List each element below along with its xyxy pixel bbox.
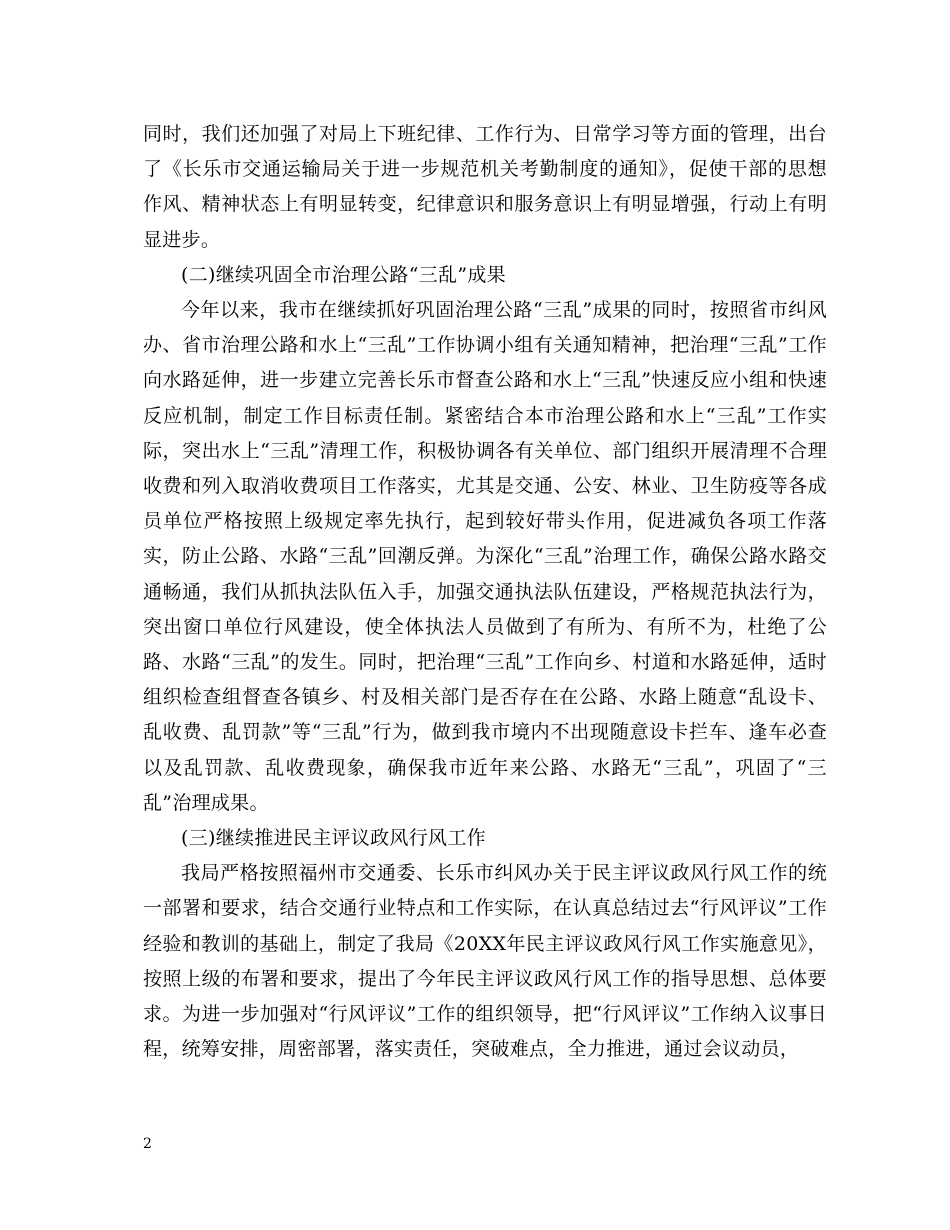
section-heading-2: (二)继续巩固全市治理公路“三乱”成果 (181, 263, 506, 286)
section-heading-3: (三)继续推进民主评议政风行风工作 (181, 827, 486, 850)
paragraph-road-three-chaos: 今年以来，我市在继续抓好巩固治理公路“三乱”成果的同时，按照省市纠风办、省市治理公路和水上“三乱”工作协调小组有关通知精神，把治理“三乱”工作向水路延伸，进一步建立完善长乐市督查公路和水上“三乱”快速反应小组和快速反应机制，制定工作目标责任制。紧密结合本市治理公路和水上“三乱”工作实际，突出水上“三乱”清理工作，积极协调各有关单位、部门组织开展清理不合理收费和列入取消收费项目工作落实，尤其是交通、公安、林业、卫生防疫等各成员单位严格按照上级规定率先执行，起到较好带头作用，促进减负各项工作落实，防止公路、水路“三乱”回潮反弹。为深化“三乱”治理工作，确保公路水路交通畅通，我们从抓执法队伍入手，加强交通执法队伍建设，严格规范执法行为，突出窗口单位行风建设，使全体执法人员做到了有所为、有所不为，杜绝了公路、水路“三乱”的发生。同时，把治理“三乱”工作向乡、村道和水路延伸，适时组织检查组督查各镇乡、村及相关部门是否存在在公路、水路上随意“乱设卡、乱收费、乱罚款”等“三乱”行为，做到我市境内不出现随意设卡拦车、逢车必查以及乱罚款、乱收费现象，确保我市近年来公路、水路无“三乱”，巩固了“三乱”治理成果。 (143, 299, 827, 814)
paragraph-democratic-review: 我局严格按照福州市交通委、长乐市纠风办关于民主评议政风行风工作的统一部署和要求，结合交通行业特点和工作实际，在认真总结过去“行风评议”工作经验和教训的基础上，制定了我局《20XX年民主评议政风行风工作实施意见》，按照上级的布署和要求，提出了今年民主评议政风行风工作的指导思想、总体要求。为进一步加强对“行风评议”工作的组织领导，把“行风评议”工作纳入议事日程，统筹安排，周密部署，落实责任，突破难点，全力推进，通过会议动员， (143, 862, 827, 1061)
page-number: 2 (143, 1136, 152, 1152)
document-body (143, 117, 827, 1067)
paragraph-continuation: 同时，我们还加强了对局上下班纪律、工作行为、日常学习等方面的管理，出台了《长乐市交通运输局关于进一步规范机关考勤制度的通知》，促使干部的思想作风、精神状态上有明显转变，纪律意识和服务意识上有明显增强，行动上有明显进步。 (143, 123, 827, 251)
